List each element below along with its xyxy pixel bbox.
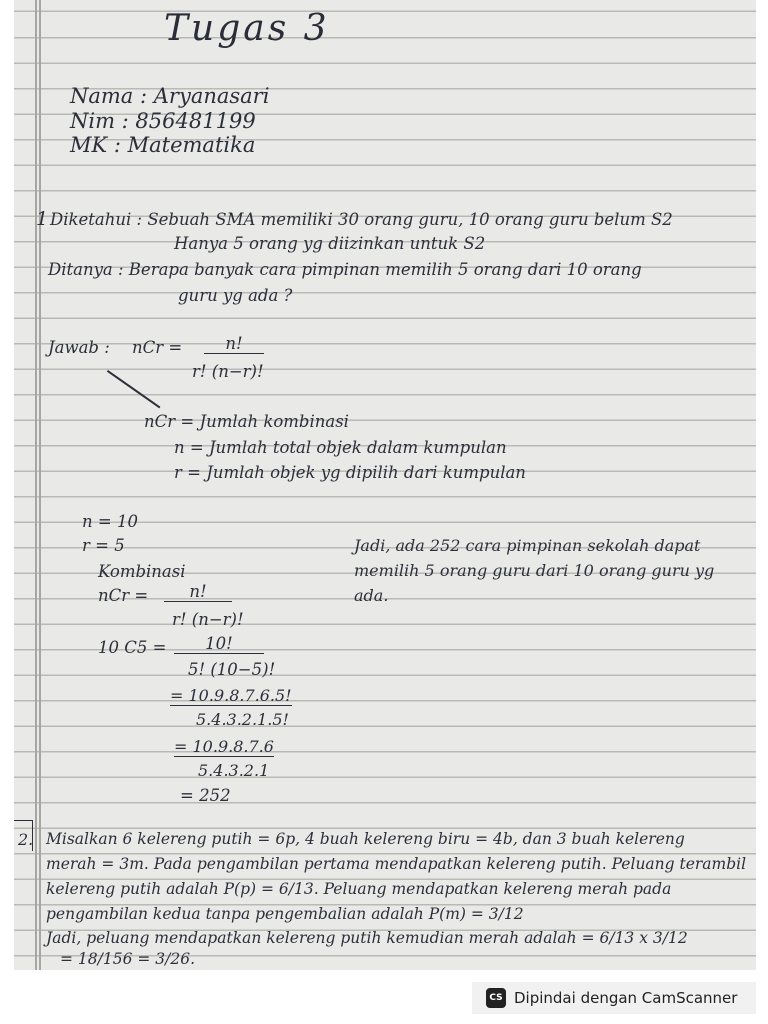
definition-n: n = Jumlah total objek dalam kumpulan xyxy=(174,438,507,457)
problem-2-line-6: = 18/156 = 3/26. xyxy=(60,950,196,968)
step2-denominator: 5.4.3.2.1 xyxy=(198,761,270,780)
problem-1-ditanya: Ditanya : Berapa banyak cara pimpinan memilih 5 orang dari 10 orang xyxy=(48,260,642,279)
kombinasi-lhs: nCr = xyxy=(98,586,149,605)
problem-2-line-2: merah = 3m. Pada pengambilan pertama mendapatkan kelereng putih. Peluang terambil xyxy=(46,855,747,873)
kombinasi-label: Kombinasi xyxy=(98,562,186,581)
student-name: Nama : Aryanasari xyxy=(70,84,270,108)
c10-numerator: 10! xyxy=(174,634,264,654)
formula-denominator: r! (n−r)! xyxy=(192,362,264,381)
arrow-line xyxy=(107,370,160,408)
definition-ncr: nCr = Jumlah kombinasi xyxy=(144,412,349,431)
course-name: MK : Matematika xyxy=(70,133,256,157)
margin-line xyxy=(35,0,37,970)
camscanner-watermark xyxy=(472,982,756,1014)
formula-lhs: nCr = xyxy=(132,338,183,357)
c10-lhs: 10 C5 = xyxy=(98,638,167,657)
formula-numerator: n! xyxy=(204,334,264,354)
definition-r: r = Jumlah objek yg dipilih dari kumpulan xyxy=(174,463,526,482)
problem-2-line-5: Jadi, peluang mendapatkan kelereng putih kemudian merah adalah = 6/13 x 3/12 xyxy=(46,929,688,947)
step1-numerator: = 10.9.8.7.6.5! xyxy=(170,686,292,705)
camscanner-logo-icon: CS xyxy=(486,988,506,1008)
step1-denominator: 5.4.3.2.1.5! xyxy=(196,710,289,729)
kombinasi-numerator: n! xyxy=(164,582,232,602)
problem-2-number: 2. xyxy=(18,830,34,849)
student-nim: Nim : 856481199 xyxy=(70,109,256,133)
r-value: r = 5 xyxy=(82,536,125,555)
problem-1-diketahui: Diketahui : Sebuah SMA memiliki 30 orang guru, 10 orang guru belum S2 xyxy=(50,210,673,229)
camscanner-text: Dipindai dengan CamScanner xyxy=(514,989,738,1007)
conclusion-line-1: Jadi, ada 252 cara pimpinan sekolah dapat xyxy=(354,536,701,555)
notebook-page xyxy=(14,0,756,970)
problem-2-line-4: pengambilan kedua tanpa pengembalian adalah P(m) = 3/12 xyxy=(46,905,524,923)
conclusion-line-3: ada. xyxy=(354,586,389,605)
result: = 252 xyxy=(180,786,231,805)
kombinasi-denominator: r! (n−r)! xyxy=(172,610,244,629)
problem-1-ditanya-cont: guru yg ada ? xyxy=(178,286,293,305)
problem-2-line-1: Misalkan 6 kelereng putih = 6p, 4 buah kelereng biru = 4b, dan 3 buah kelereng xyxy=(46,830,685,848)
page-title: Tugas 3 xyxy=(164,8,330,49)
n-value: n = 10 xyxy=(82,512,138,531)
step2-numerator: = 10.9.8.7.6 xyxy=(174,737,274,756)
jawab-label: Jawab : xyxy=(48,338,110,357)
problem-1-number: 1 xyxy=(36,208,49,230)
conclusion-line-2: memilih 5 orang guru dari 10 orang guru yg xyxy=(354,561,715,580)
margin-line xyxy=(39,0,41,970)
problem-1-diketahui-cont: Hanya 5 orang yg diizinkan untuk S2 xyxy=(174,234,486,253)
c10-denominator: 5! (10−5)! xyxy=(188,660,276,679)
problem-2-line-3: kelereng putih adalah P(p) = 6/13. Peluang mendapatkan kelereng merah pada xyxy=(46,880,672,898)
